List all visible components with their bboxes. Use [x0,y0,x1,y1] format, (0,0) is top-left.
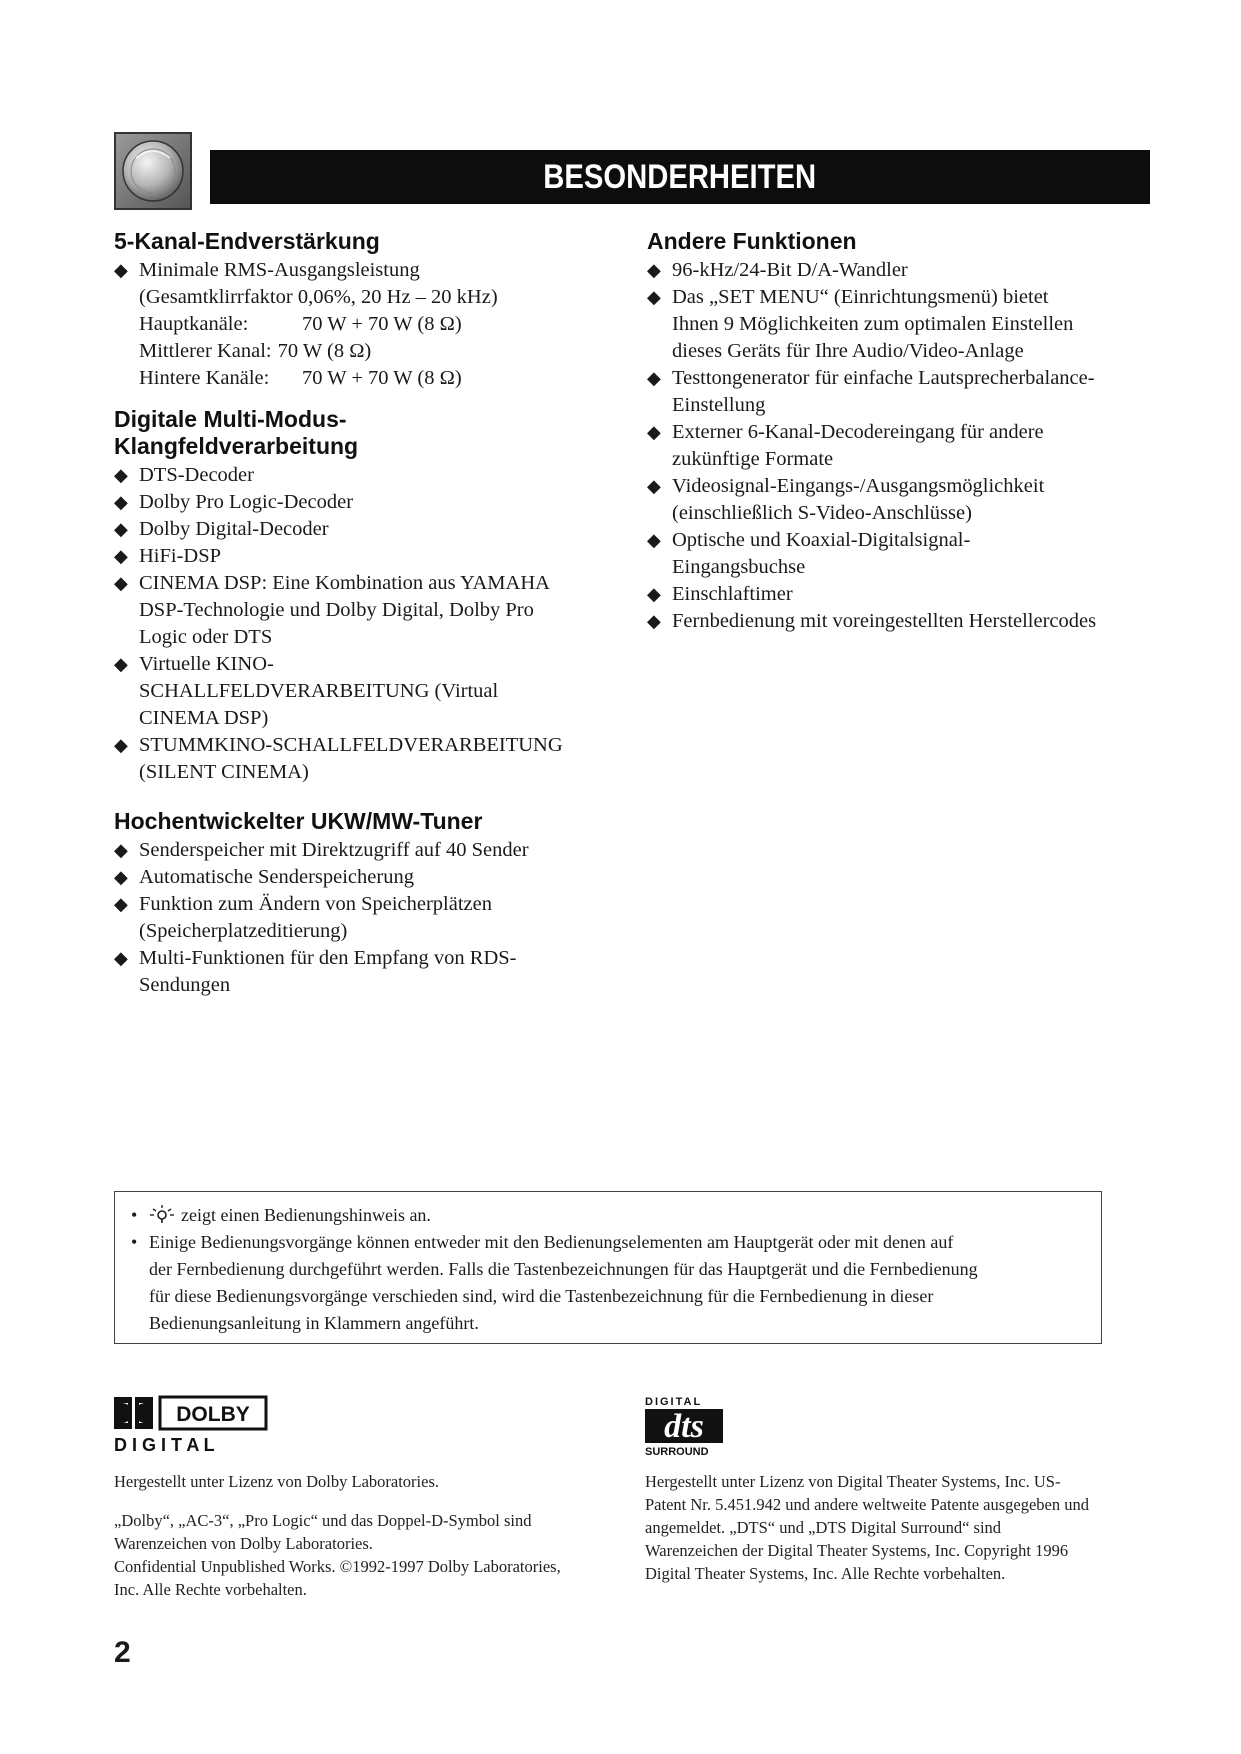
page-number: 2 [114,1636,131,1669]
page-title: BESONDERHEITEN [543,157,817,196]
power-condition: (Gesamtklirrfaktor 0,06%, 20 Hz – 20 kHz) [139,286,498,308]
dts-logo-bottom: SURROUND [645,1446,709,1457]
bullet-diamond-icon: ◆ [647,287,661,307]
dts-logo-top: DIGITAL [645,1396,703,1408]
power-spec-value: 70 W + 70 W (8 Ω) [302,313,462,335]
list-item: ◆ Optische und Koaxial-Digitalsignal- Eingangsbuchse [647,529,971,578]
power-spec-label: Hintere Kanäle: [139,367,270,389]
dolby-digital-logo [114,1395,284,1460]
tuner-list [114,837,634,999]
section-title-tuner: Hochentwickelter UKW/MW-Tuner [114,808,483,834]
dts-digital-surround-logo [645,1395,735,1462]
bullet-diamond-icon: ◆ [647,530,661,550]
power-spec-label: Hauptkanäle: [139,313,249,335]
list-item: ◆ Dolby Pro Logic-Decoder [114,489,634,516]
section-title-power: 5-Kanal-Endverstärkung [114,228,380,254]
list-item: ◆ Das „SET MENU“ (Einrichtungsmenü) bietet Ihnen 9 Möglichkeiten zum optimalen Einstellen dieses Geräts für Ihre Audio/Video-Anlage [647,286,1074,362]
note-text: Einige Bedienungsvorgänge können entweder mit den Bedienungselementen am Hauptgerät oder mit denen auf der Fernbedienung durchgeführt werden. Falls die Tastenbezeichnungen für das Hauptgerät und die Fernbedienung für diese Bedienungsvorgänge verschieden sind, wird die Tastenbezeichnung für die Fernbedienung in dieser Bedienungsanleitung in Klammern angeführt. [149,1232,978,1333]
section-title-other: Andere Funktionen [647,228,857,254]
left-column [114,228,634,1013]
power-spec-row [139,311,634,338]
dsp-list [114,462,634,786]
bullet-diamond-icon: ◆ [114,894,128,914]
power-specs [114,284,634,392]
bullet-diamond-icon: ◆ [114,735,128,755]
bullet-diamond-icon: ◆ [647,476,661,496]
section-other [647,228,1167,635]
list-item: ◆ Einschlaftimer [647,581,1167,608]
list-item: ◆ STUMMKINO-SCHALLFELDVERARBEITUNG (SILENT CINEMA) [114,734,563,783]
list-item: ◆ CINEMA DSP: Eine Kombination aus YAMAHA DSP-Technologie und Dolby Digital, Dolby Pro Logic oder DTS [114,572,550,648]
bullet-diamond-icon: ◆ [114,465,128,485]
hint-lightbulb-icon [149,1204,175,1224]
other-list [647,257,1167,635]
list-item: ◆ Automatische Senderspeicherung [114,864,634,891]
list-item: ◆ Dolby Digital-Decoder [114,516,634,543]
list-item: ◆ Funktion zum Ändern von Speicherplätzen (Speicherplatzeditierung) [114,893,492,942]
bullet-diamond-icon: ◆ [647,611,661,631]
dts-license: Hergestellt unter Lizenz von Digital Theater Systems, Inc. US- Patent Nr. 5.451.942 und andere weltweite Patente ausgegeben und angemeldet. „DTS“ und „DTS Digital Surround“ sind Warenzeichen der Digital Theater Systems, Inc. Copyright 1996 Digital Theater Systems, Inc. Alle Rechte vorbehalten. [645,1472,1090,1583]
section-power [114,228,634,392]
list-item: ◆ Videosignal-Eingangs-/Ausgangsmöglichkeit (einschließlich S-Video-Anschlüsse) [647,475,1045,524]
list-item: ◆ Multi-Funktionen für den Empfang von RDS- Sendungen [114,947,517,996]
list-item: ◆ 96-kHz/24-Bit D/A-Wandler [647,257,1167,284]
dolby-trademark: „Dolby“, „AC-3“, „Pro Logic“ und das Doppel-D-Symbol sind Warenzeichen von Dolby Laboratories. Confidential Unpublished Works. ©1992-1997 Dolby Laboratories, Inc. Alle Rechte vorbehalten. [114,1511,561,1599]
dolby-license: Hergestellt unter Lizenz von Dolby Laboratories. [114,1472,440,1491]
list-item: ◆ DTS-Decoder [114,462,634,489]
note-box [114,1191,1102,1344]
bullet-diamond-icon: ◆ [114,654,128,674]
bullet-diamond-icon: ◆ [114,260,128,280]
bullet-diamond-icon: ◆ [114,867,128,887]
section-title-dsp: Digitale Multi-Modus- Klangfeldverarbeitung [114,406,359,459]
power-spec-row [139,365,634,392]
bullet-diamond-icon: ◆ [114,573,128,593]
bullet-diamond-icon: ◆ [647,260,661,280]
list-item: ◆ Externer 6-Kanal-Decodereingang für andere zukünftige Formate [647,421,1044,470]
list-item: ◆ Fernbedienung mit voreingestellten Herstellercodes [647,608,1167,635]
list-item: ◆ Senderspeicher mit Direktzugriff auf 40 Sender [114,837,634,864]
power-spec-value: 70 W + 70 W (8 Ω) [302,367,462,389]
note-item-hint: • zeigt einen Bedienungshinweis an. [131,1205,431,1225]
power-spec-label: Mittlerer Kanal: [139,340,272,362]
bullet-diamond-icon: ◆ [114,519,128,539]
bullet-diamond-icon: ◆ [647,368,661,388]
knob-icon [114,132,192,210]
section-tuner [114,808,634,999]
power-rows [139,311,634,392]
power-spec-row [139,338,634,365]
list-item: ◆ Virtuelle KINO- SCHALLFELDVERARBEITUNG (Virtual CINEMA DSP) [114,653,499,729]
dolby-logo-word: DOLBY [176,1403,250,1426]
page-title-bar [210,150,1150,204]
list-item: ◆ HiFi-DSP [114,543,634,570]
bullet-diamond-icon: ◆ [114,948,128,968]
right-column [647,228,1167,649]
bullet-diamond-icon: ◆ [114,492,128,512]
list-item: ◆ Testtongenerator für einfache Lautsprecherbalance- Einstellung [647,367,1095,416]
dts-license-text [645,1470,1165,1585]
list-item: ◆ Minimale RMS-Ausgangsleistung [114,257,634,284]
bullet-diamond-icon: ◆ [647,422,661,442]
dolby-license-text [114,1470,634,1601]
power-spec-value: 70 W (8 Ω) [277,340,372,362]
note-item-text: • Einige Bedienungsvorgänge können entweder mit den Bedienungselementen am Hauptgerät oder mit denen auf der Fernbedienung durchgeführt werden. Falls die Tastenbezeichnungen für das Hauptgerät und die Fernbedienung für diese Bedienungsvorgänge verschieden sind, wird die Tastenbezeichnung für die Fernbedienung in dieser Bedienungsanleitung in Klammern angeführt. [131,1229,1085,1337]
dolby-logo-sub: D I G I T A L [114,1435,215,1455]
bullet-diamond-icon: ◆ [647,584,661,604]
dts-logo-mid: dts [664,1408,704,1445]
bullet-diamond-icon: ◆ [114,840,128,860]
section-dsp [114,406,634,786]
bullet-diamond-icon: ◆ [114,546,128,566]
